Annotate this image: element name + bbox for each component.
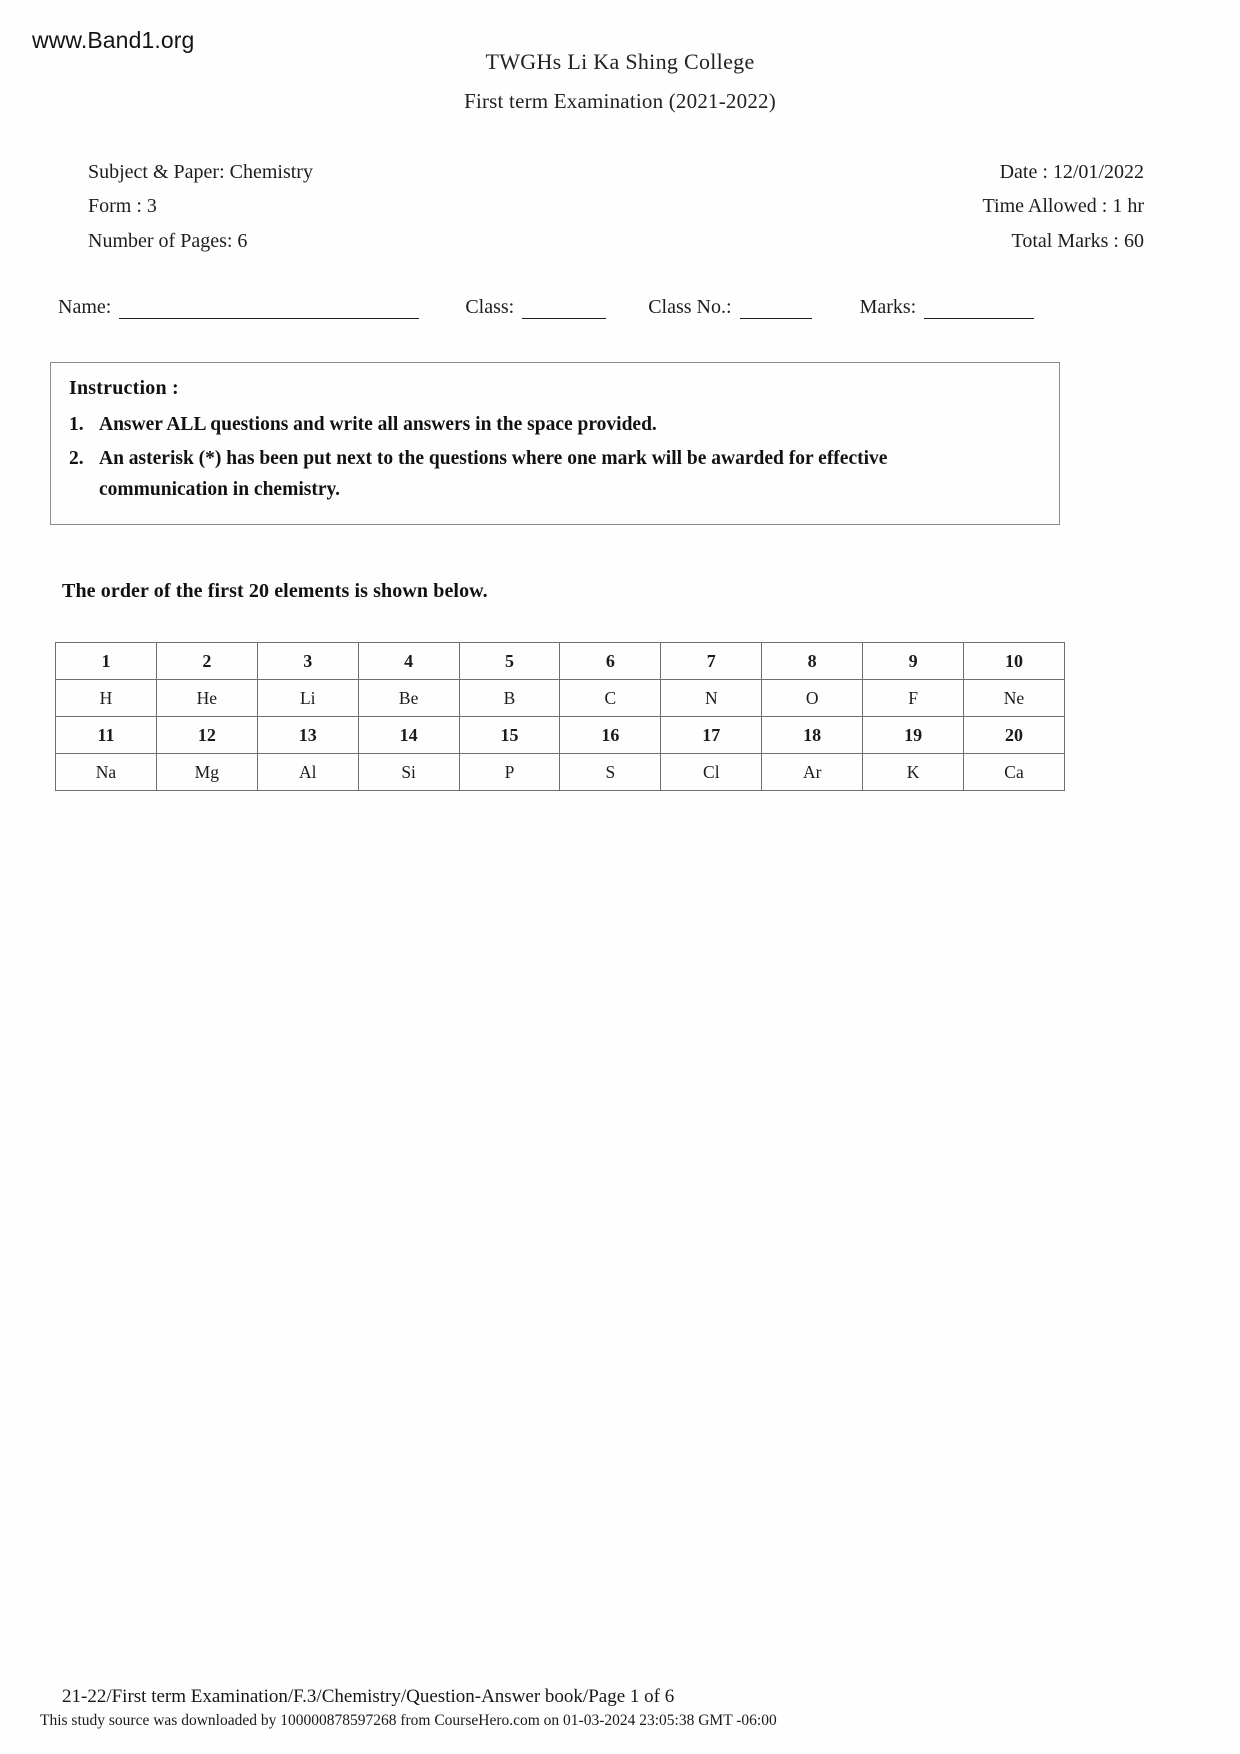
table-cell: 2	[156, 643, 257, 680]
table-cell: Al	[257, 754, 358, 791]
instruction-number: 2.	[69, 447, 84, 469]
elements-table-wrapper	[55, 642, 1065, 791]
download-source-note: This study source was downloaded by 100000878597268 from CourseHero.com on 01-03-2024 23:05:38 GMT -06:00	[40, 1712, 777, 1729]
table-cell: Ar	[762, 754, 863, 791]
exam-title: First term Examination (2021-2022)	[464, 88, 776, 113]
subject-paper-label: Subject & Paper: Chemistry	[88, 161, 313, 183]
table-cell: S	[560, 754, 661, 791]
instruction-title: Instruction :	[69, 377, 179, 399]
time-allowed-label: Time Allowed : 1 hr	[982, 195, 1144, 218]
meta-row	[88, 224, 1144, 258]
class-input[interactable]	[522, 302, 606, 319]
class-no-label: Class No.:	[648, 296, 732, 318]
table-cell: 10	[964, 643, 1065, 680]
instruction-item	[61, 443, 1045, 506]
form-label: Form : 3	[88, 195, 157, 218]
instruction-text: An asterisk (*) has been put next to the questions where one mark will be awarded for effective	[99, 447, 888, 469]
instruction-list	[61, 409, 1045, 506]
table-cell: Li	[257, 680, 358, 717]
total-marks-label: Total Marks : 60	[1011, 229, 1144, 252]
table-cell: 14	[358, 717, 459, 754]
table-cell: 16	[560, 717, 661, 754]
class-field	[465, 296, 606, 319]
class-no-field	[648, 296, 811, 319]
number-of-pages-label: Number of Pages: 6	[88, 229, 248, 252]
table-cell: F	[863, 680, 964, 717]
marks-label: Marks:	[859, 296, 917, 318]
site-watermark: www.Band1.org	[32, 27, 195, 53]
table-cell: B	[459, 680, 560, 717]
table-cell: Cl	[661, 754, 762, 791]
exam-meta-block	[88, 155, 1144, 258]
table-row	[56, 643, 1065, 680]
school-name: TWGHs Li Ka Shing College	[485, 49, 755, 74]
table-cell: 7	[661, 643, 762, 680]
instruction-number: 1.	[69, 414, 84, 435]
elements-heading: The order of the first 20 elements is shown below.	[62, 580, 488, 602]
table-cell: N	[661, 680, 762, 717]
table-row	[56, 754, 1065, 791]
table-cell: 5	[459, 643, 560, 680]
name-input[interactable]	[119, 302, 419, 319]
table-cell: Mg	[156, 754, 257, 791]
instruction-text-wrapper	[99, 443, 1045, 506]
table-cell: C	[560, 680, 661, 717]
meta-row	[88, 155, 1144, 189]
table-cell: 8	[762, 643, 863, 680]
document-header	[0, 48, 1240, 114]
instruction-box	[50, 362, 1060, 525]
table-cell: 19	[863, 717, 964, 754]
table-cell: 11	[56, 717, 157, 754]
table-cell: P	[459, 754, 560, 791]
instruction-text: Answer ALL questions and write all answers in the space provided.	[99, 414, 657, 435]
table-cell: 9	[863, 643, 964, 680]
marks-field	[860, 296, 1035, 319]
table-cell: Ne	[964, 680, 1065, 717]
instruction-text-continued: communication in chemistry.	[99, 479, 341, 501]
exam-date-label: Date : 12/01/2022	[999, 161, 1144, 183]
table-cell: H	[56, 680, 157, 717]
table-cell: O	[762, 680, 863, 717]
table-cell: 4	[358, 643, 459, 680]
name-label: Name:	[58, 296, 112, 318]
name-field	[58, 296, 419, 319]
table-cell: Na	[56, 754, 157, 791]
class-label: Class:	[465, 296, 515, 318]
table-row	[56, 717, 1065, 754]
table-cell: He	[156, 680, 257, 717]
first-20-elements-table	[55, 642, 1065, 791]
marks-input[interactable]	[924, 302, 1034, 319]
table-cell: 15	[459, 717, 560, 754]
table-cell: 1	[56, 643, 157, 680]
student-identity-row	[58, 296, 1180, 319]
table-cell: Ca	[964, 754, 1065, 791]
table-cell: 20	[964, 717, 1065, 754]
class-no-input[interactable]	[740, 302, 812, 319]
table-cell: 3	[257, 643, 358, 680]
table-row	[56, 680, 1065, 717]
table-cell: Be	[358, 680, 459, 717]
instruction-item	[61, 409, 1045, 441]
table-cell: 18	[762, 717, 863, 754]
meta-row	[88, 189, 1144, 223]
table-cell: Si	[358, 754, 459, 791]
table-cell: 6	[560, 643, 661, 680]
table-cell: 12	[156, 717, 257, 754]
table-cell: 13	[257, 717, 358, 754]
elements-table-body	[56, 643, 1065, 791]
page-footer-reference: 21-22/First term Examination/F.3/Chemistry/Question-Answer book/Page 1 of 6	[62, 1686, 675, 1707]
table-cell: K	[863, 754, 964, 791]
table-cell: 17	[661, 717, 762, 754]
